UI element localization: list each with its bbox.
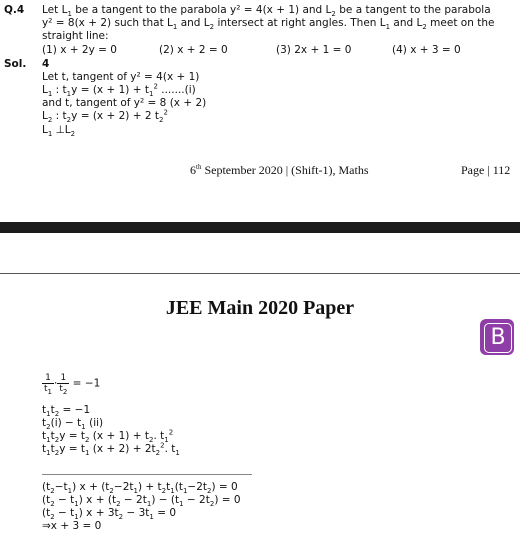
option-4: (4) x + 3 = 0 <box>392 44 461 56</box>
result-eq-3: $(t_2 - t_1) x + 3t_2 - 3t_1 = 0$ <box>42 507 177 522</box>
continuation-eq-1: $\frac{1}{t_1}$ · $\frac{1}{t_2}$ = −1 <box>44 373 101 396</box>
question-line-3: straight line: <box>42 30 109 42</box>
result-final: ⇒x + 3 = 0 <box>42 520 102 532</box>
solution-line-3: and t, tangent of y² = 8 (x + 2) <box>42 97 207 109</box>
continuation-eq-3: $t_2(i) - t_1$ (ii) <box>42 417 104 432</box>
solution-line-4: $L_2$ : $t_2y = (x + 2) + 2$ $t_2^2$ <box>42 108 168 125</box>
option-3: (3) 2x + 1 = 0 <box>276 44 352 56</box>
footer-page-number: Page | 112 <box>461 163 511 177</box>
solution-line-5: $L_1$ $\perp L_2$ <box>42 124 76 139</box>
solution-line-1: Let t, tangent of y² = 4(x + 1) <box>42 71 200 83</box>
fraction-2: $\frac{1}{t_2}$ <box>59 373 68 396</box>
solution-answer: 4 <box>42 58 50 70</box>
page-separator-bar <box>0 222 520 233</box>
solution-label: Sol. <box>4 58 27 70</box>
question-line-1: Let $L_1$ be a tangent to the parabola y² = 4(x + 1) and $L_2$ be a tangent to the parabola <box>42 4 491 19</box>
page-title: JEE Main 2020 Paper <box>165 297 355 319</box>
header-rule <box>0 273 520 274</box>
footer-center: 6th September 2020 | (Shift-1), Maths <box>190 163 369 177</box>
question-line-2: y² = 8(x + 2) such that $L_1$ and $L_2$ intersect at right angles. Then $L_1$ and $L_2$ meet on the <box>42 17 495 32</box>
continuation-eq-2: $t_1t_2 = -1$ <box>42 404 91 419</box>
result-eq-1: $(t_2-t_1) x + (t_2-2t_1) + t_2t_1(t_1-2t_2) = 0$ <box>42 481 238 496</box>
brand-logo-letter: B <box>484 323 512 353</box>
solution-line-2: $L_1$ : $t_1y = (x + 1) + t_1^2$ .......(i) <box>42 82 196 99</box>
result-eq-2: $(t_2 - t_1) x + (t_2 - 2t_1) - (t_1 - 2t_2) = 0$ <box>42 494 241 509</box>
continuation-eq-4: $t_1t_2y = t_2$ $(x + 1) + t_2$. $t_1^2$ <box>42 428 174 445</box>
fraction-1: $\frac{1}{t_1}$ <box>44 373 52 396</box>
option-2: (2) x + 2 = 0 <box>159 44 228 56</box>
option-1: (1) x + 2y = 0 <box>42 44 117 56</box>
result-divider <box>42 474 252 475</box>
question-label: Q.4 <box>4 4 25 16</box>
brand-logo <box>480 319 514 355</box>
continuation-eq-5: $t_1t_2y = t_1$ $(x + 2) + 2t_2^2$. $t_1$ <box>42 441 180 458</box>
